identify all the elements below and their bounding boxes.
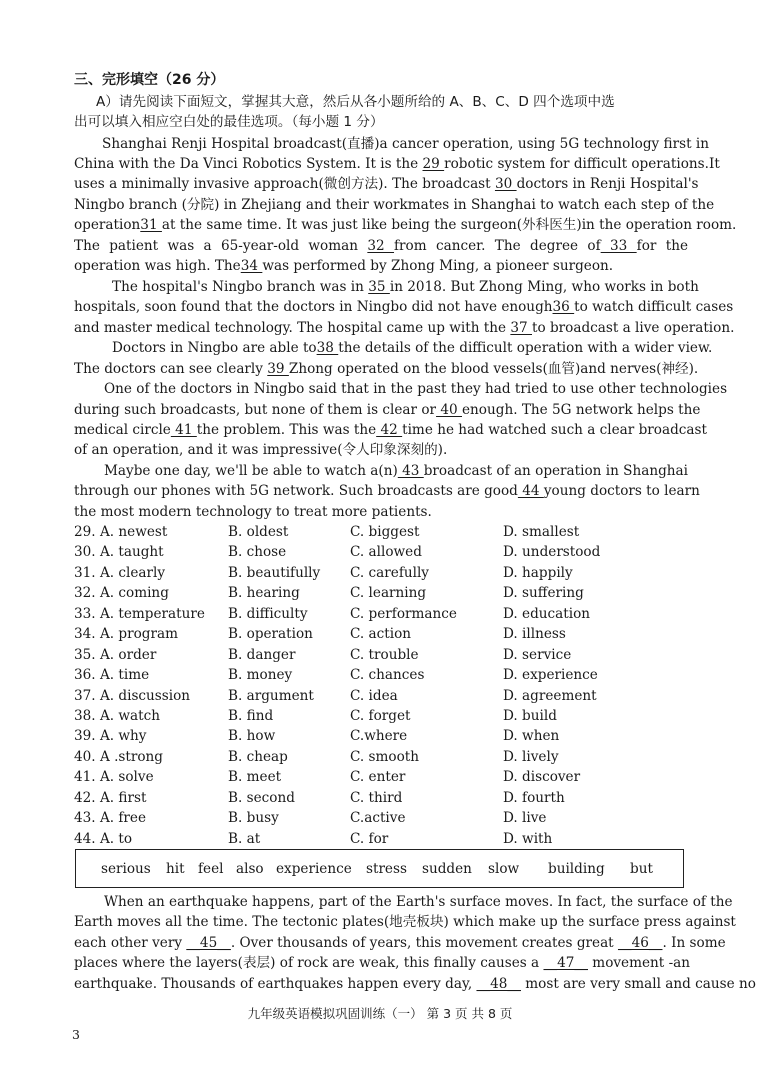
passage-line: during such broadcasts, but none of them is clear or 40 enough. The 5G network helps the [74,402,701,418]
option-b[interactable]: B. danger [228,647,296,663]
option-a[interactable]: 35. A. order [74,647,157,663]
option-a[interactable]: 30. A. taught [74,544,164,560]
option-d[interactable]: D. build [503,708,557,724]
option-b[interactable]: B. meet [228,769,282,785]
option-b[interactable]: B. how [228,728,276,744]
option-d[interactable]: D. live [503,810,547,826]
option-a[interactable]: 43. A. free [74,810,147,826]
passage-line: of an operation, and it was impressive(令人印象深刻的). [74,442,448,458]
option-row-32 [74,583,694,603]
option-d[interactable]: D. with [503,831,553,847]
option-d[interactable]: D. education [503,606,591,622]
option-a[interactable]: 40. A .strong [74,749,163,765]
blank-46: __46__ [617,935,663,951]
option-row-30 [74,542,694,562]
word-bank-item[interactable]: also [236,861,264,877]
option-a[interactable]: 32. A. coming [74,585,169,601]
option-row-38 [74,706,694,726]
option-a[interactable]: 41. A. solve [74,769,154,785]
passage-line: The doctors can see clearly 39 Zhong operated on the blood vessels(血管)and nerves(神经). [74,361,699,377]
option-c[interactable]: C. trouble [350,647,419,663]
option-b[interactable]: B. difficulty [228,606,308,622]
option-row-29 [74,522,694,542]
blank-43: 43 [397,463,424,479]
blank-42: 42 [376,422,403,438]
option-d[interactable]: D. understood [503,544,601,560]
option-b[interactable]: B. chose [228,544,287,560]
blank-29: 29 [422,156,445,172]
blank-39: 39 [267,361,289,377]
word-bank-item[interactable]: slow [488,861,520,877]
passage-line: The hospital's Ningbo branch was in 35 in 2018. But Zhong Ming, who works in both [112,279,699,295]
option-d[interactable]: D. fourth [503,790,565,806]
option-d[interactable]: D. lively [503,749,559,765]
passage-line: Shanghai Renji Hospital broadcast(直播)a cancer operation, using 5G technology first in [102,136,709,152]
blank-48: __48__ [476,976,521,992]
word-bank-item[interactable]: building [548,861,605,877]
passage-line: hospitals, soon found that the doctors in Ningbo did not have enough36 to watch difficult cases [74,299,734,315]
option-a[interactable]: 31. A. clearly [74,565,166,581]
option-c[interactable]: C. biggest [350,524,420,540]
option-row-41 [74,767,694,787]
passage-line: When an earthquake happens, part of the Earth's surface moves. In fact, the surface of the [104,894,733,910]
option-c[interactable]: C. chances [350,667,425,683]
word-bank-item[interactable]: experience [276,861,352,877]
blank-33: 33 [600,238,637,254]
blank-41: 41 [170,422,197,438]
passage-line: places where the layers(表层) of rock are weak, this finally causes a __47__ movement -an [74,955,691,971]
passage-line: each other very __45__. Over thousands of years, this movement creates great __46__. In some [74,935,726,951]
option-c[interactable]: C. action [350,626,412,642]
option-a[interactable]: 44. A. to [74,831,133,847]
blank-38: 38 [316,340,339,356]
option-row-34 [74,624,694,644]
instruction-line-2: 出可以填入相应空白处的最佳选项。（每小题 1 分） [74,114,384,130]
blank-40: 40 [436,402,462,418]
option-b[interactable]: B. oldest [228,524,289,540]
option-a[interactable]: 36. A. time [74,667,150,683]
blank-44: 44 [517,483,544,499]
option-row-43 [74,808,694,828]
option-c[interactable]: C. forget [350,708,411,724]
option-b[interactable]: B. cheap [228,749,288,765]
blank-36: 36 [552,299,575,315]
option-row-33 [74,604,694,624]
option-c[interactable]: C.where [350,728,408,744]
option-c[interactable]: C. idea [350,688,398,704]
option-c[interactable]: C. performance [350,606,457,622]
instruction-line-1: A）请先阅读下面短文，掌握其大意，然后从各小题所给的 A、B、C、D 四个选项中选 [96,94,615,110]
blank-32: 32 [367,238,395,254]
blank-34: 34 [240,258,263,274]
passage-line: earthquake. Thousands of earthquakes happen every day, __48__ most are very small and cause no [74,976,756,992]
option-row-42 [74,788,694,808]
blank-47: __47__ [543,955,588,971]
option-a[interactable]: 38. A. watch [74,708,160,724]
passage-line: Ningbo branch (分院) in Zhejiang and their workmates in Shanghai to watch each step of the [74,197,715,213]
option-d[interactable]: D. experience [503,667,598,683]
page-footer: 九年级英语模拟巩固训练（一） 第 3 页 共 8 页 [247,1006,513,1021]
option-d[interactable]: D. service [503,647,572,663]
option-d[interactable]: D. illness [503,626,566,642]
page-number: 3 [72,1027,80,1042]
option-row-40 [74,747,694,767]
option-c[interactable]: C.active [350,810,406,826]
blank-30: 30 [494,176,517,192]
option-d[interactable]: D. discover [503,769,581,785]
option-a[interactable]: 33. A. temperature [74,606,205,622]
blank-35: 35 [368,279,390,295]
option-row-44 [74,829,694,849]
passage-line: uses a minimally invasive approach(微创方法). The broadcast 30 doctors in Renji Hospital's [74,176,699,192]
option-c[interactable]: C. allowed [350,544,422,560]
option-row-31 [74,563,694,583]
option-a[interactable]: 42. A. first [74,790,147,806]
option-row-39 [74,726,694,746]
option-d[interactable]: D. smallest [503,524,580,540]
passage-line: Maybe one day, we'll be able to watch a(n) 43 broadcast of an operation in Shanghai [104,463,688,479]
option-d[interactable]: D. agreement [503,688,597,704]
option-a[interactable]: 29. A. newest [74,524,168,540]
option-b[interactable]: B. argument [228,688,314,704]
word-bank-item[interactable]: serious [101,861,151,877]
option-a[interactable]: 39. A. why [74,728,147,744]
passage-line: The patient was a 65-year-old woman 32 from cancer. The degree of 33 for the [74,238,688,254]
option-d[interactable]: D. when [503,728,560,744]
blank-37: 37 [510,320,532,336]
passage-line: and master medical technology. The hospital came up with the 37 to broadcast a live operation. [74,320,735,336]
passage-line: through our phones with 5G network. Such broadcasts are good 44 young doctors to learn [74,483,700,499]
blank-45: __45__ [186,935,231,951]
option-c[interactable]: C. enter [350,769,406,785]
option-c[interactable]: C. learning [350,585,427,601]
option-b[interactable]: B. hearing [228,585,300,601]
passage-line: One of the doctors in Ningbo said that in the past they had tried to use other technologies [104,381,728,397]
option-b[interactable]: B. money [228,667,293,683]
option-c[interactable]: C. carefully [350,565,429,581]
word-bank-item[interactable]: stress [366,861,407,877]
passage-line: the most modern technology to treat more patients. [74,504,432,520]
option-row-35 [74,645,694,665]
option-d[interactable]: D. happily [503,565,573,581]
option-a[interactable]: 34. A. program [74,626,178,642]
word-bank-item[interactable]: hit [166,861,185,877]
word-bank-item[interactable]: sudden [422,861,472,877]
option-b[interactable]: B. find [228,708,274,724]
option-c[interactable]: C. third [350,790,403,806]
word-bank [75,849,684,888]
option-c[interactable]: C. smooth [350,749,420,765]
option-b[interactable]: B. operation [228,626,313,642]
word-bank-item[interactable]: but [630,861,653,877]
option-b[interactable]: B. second [228,790,295,806]
passage-line: operation was high. The34 was performed by Zhong Ming, a pioneer surgeon. [74,258,614,274]
passage-line: operation31 at the same time. It was just like being the surgeon(外科医生)in the operation room. [74,217,737,233]
passage-line: China with the Da Vinci Robotics System. It is the 29 robotic system for difficult operations.It [74,156,720,172]
option-row-36 [74,665,694,685]
passage-line: Earth moves all the time. The tectonic plates(地壳板块) which make up the surface press against [74,914,736,930]
option-a[interactable]: 37. A. discussion [74,688,191,704]
passage-line: Doctors in Ningbo are able to38 the details of the difficult operation with a wider view. [112,340,713,356]
option-b[interactable]: B. busy [228,810,279,826]
option-b[interactable]: B. beautifully [228,565,321,581]
option-b[interactable]: B. at [228,831,261,847]
passage-line: medical circle 41 the problem. This was the 42 time he had watched such a clear broadcast [74,422,707,438]
option-row-37 [74,686,694,706]
option-c[interactable]: C. for [350,831,389,847]
section-heading: 三、完形填空（26 分） [74,72,225,88]
word-bank-item[interactable]: feel [198,861,224,877]
blank-31: 31 [140,217,162,233]
option-d[interactable]: D. suffering [503,585,584,601]
